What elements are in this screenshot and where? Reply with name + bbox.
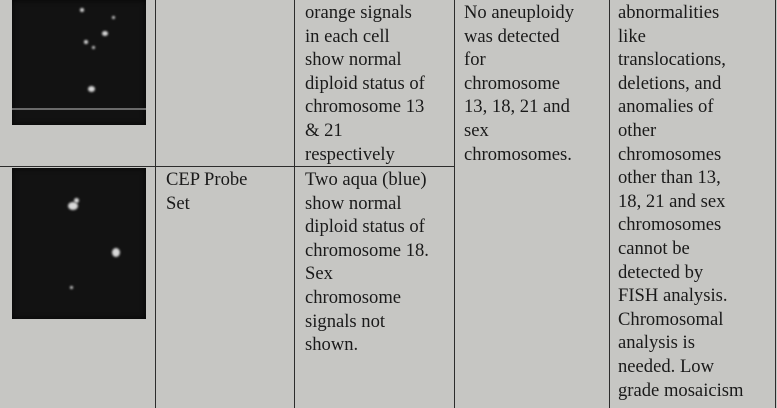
probe-name-cell: CEP Probe Set xyxy=(166,169,248,214)
row1-signal-description: orange signals in each cell show normal diploid status of chromosome 13 & 21 respectively xyxy=(305,2,425,165)
result-cell: No aneuploidy was detected for chromosome 13, 18, 21 and sex chromosomes. xyxy=(464,2,574,165)
column-divider xyxy=(294,0,295,408)
fish-image-row1 xyxy=(12,0,146,125)
fish-image-row2 xyxy=(12,168,146,319)
column-divider xyxy=(155,0,156,408)
column-divider xyxy=(454,0,455,408)
limitations-cell: abnormalities like translocations, deletions, and anomalies of other chromosomes other than 13, 18, 21 and sex chromosomes cannot be detected by FISH analysis. Chromosomal analysis is needed. Low grade mosaicism xyxy=(618,2,744,401)
column-divider xyxy=(609,0,610,408)
column-divider xyxy=(775,0,776,408)
row2-signal-description: Two aqua (blue) show normal diploid status of chromosome 18. Sex chromosome signals not shown. xyxy=(305,169,429,356)
